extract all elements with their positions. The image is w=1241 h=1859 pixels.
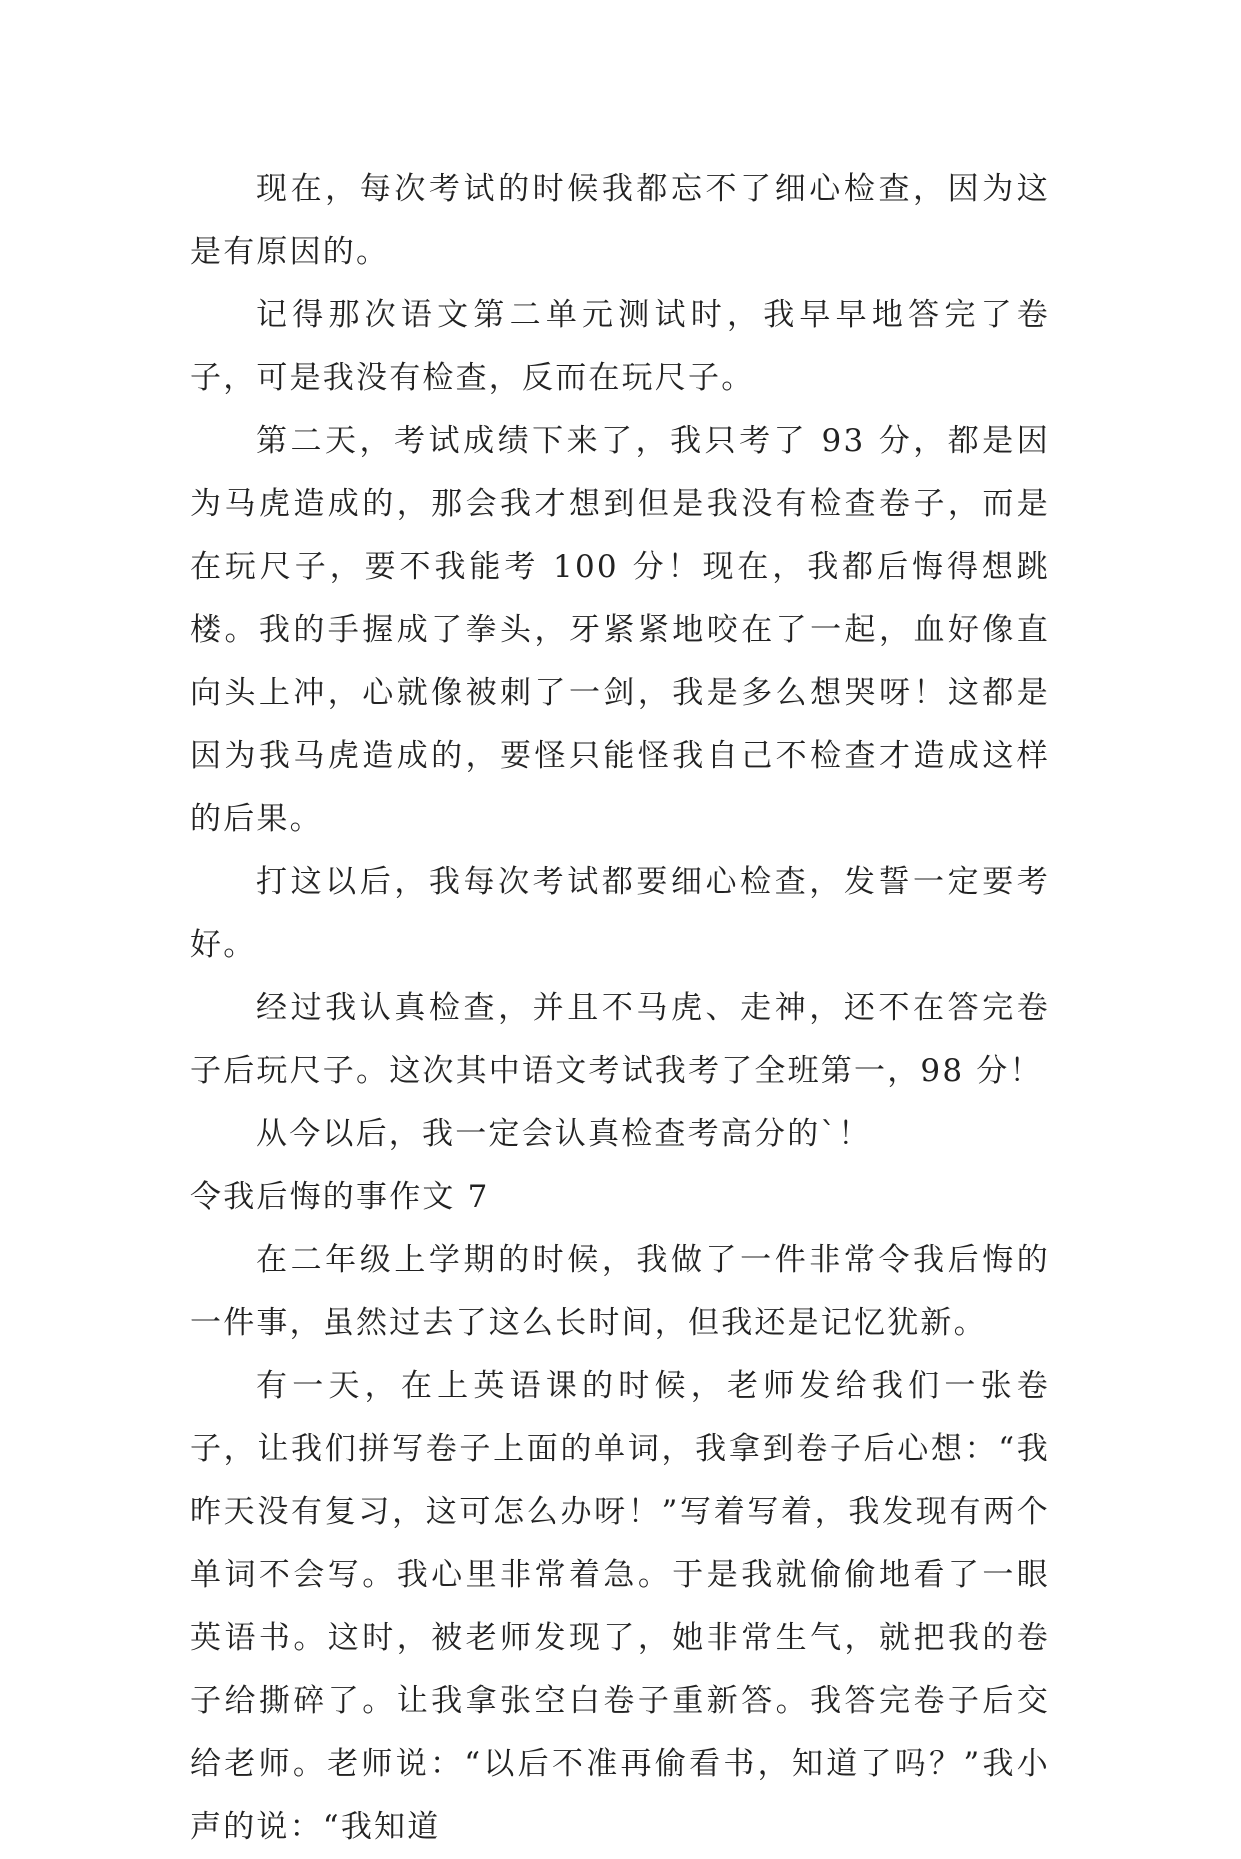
paragraph: 现在，每次考试的时候我都忘不了细心检查，因为这是有原因的。 (190, 171, 1050, 270)
paragraph: 在二年级上学期的时候，我做了一件非常令我后悔的一件事，虽然过去了这么长时间，但我还是记忆犹新。 (190, 1242, 1050, 1341)
paragraph: 从今以后，我一定会认真检查考高分的`！ (256, 1116, 872, 1152)
paragraph: 经过我认真检查，并且不马虎、走神，还不在答完卷子后玩尺子。这次其中语文考试我考了全班第一，98 分！ (190, 990, 1050, 1089)
paragraph: 记得那次语文第二单元测试时，我早早地答完了卷子，可是我没有检查，反而在玩尺子。 (190, 297, 1050, 396)
paragraph: 第二天，考试成绩下来了，我只考了 93 分，都是因为马虎造成的，那会我才想到但是我没有检查卷子，而是在玩尺子，要不我能考 100 分！现在，我都后悔得想跳楼。我的手握成了拳头，牙紧紧地咬在了一起，血好像直向头上冲，心就像被刺了一剑，我是多么想哭呀！这都是因为我马虎造成的，要怪只能怪我自己不检查才造成这样的后果。 (190, 423, 1050, 837)
paragraph: 打这以后，我每次考试都要细心检查，发誓一定要考好。 (190, 864, 1050, 963)
paragraph: 有一天，在上英语课的时候，老师发给我们一张卷子，让我们拼写卷子上面的单词，我拿到卷子后心想：“我昨天没有复习，这可怎么办呀！”写着写着，我发现有两个单词不会写。我心里非常着急。于是我就偷偷地看了一眼英语书。这时，被老师发现了，她非常生气，就把我的卷子给撕碎了。让我拿张空白卷子重新答。我答完卷子后交给老师。老师说：“以后不准再偷看书，知道了吗？”我小声的说：“我知道 (190, 1368, 1050, 1845)
document-body (190, 158, 1050, 1859)
section-heading: 令我后悔的事作文 7 (190, 1179, 490, 1215)
